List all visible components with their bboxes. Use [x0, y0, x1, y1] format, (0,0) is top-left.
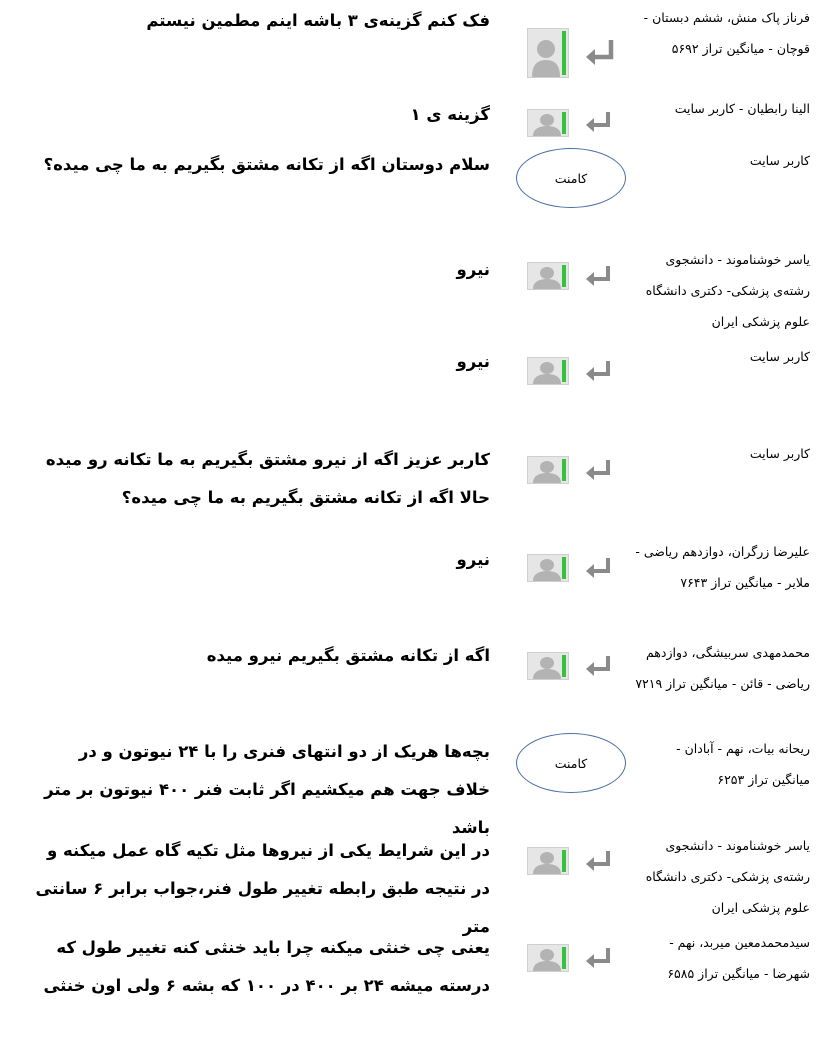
user-silhouette-icon [531, 848, 563, 874]
comment-text: نیرو [456, 352, 490, 371]
author-info: یاسر خوشناموند - دانشجوی رشته‌ی پزشکی- دکتری دانشگاه علوم پزشکی ایران [645, 252, 810, 329]
user-silhouette-icon [531, 457, 563, 483]
avatar [527, 847, 569, 875]
avatar [527, 554, 569, 582]
comment-text: اگه از تکانه مشتق بگیریم نیرو میده [206, 646, 490, 665]
user-silhouette-icon [531, 945, 563, 971]
user-silhouette-icon [531, 263, 563, 289]
avatar [527, 944, 569, 972]
user-silhouette-icon [531, 31, 561, 77]
reply-icon[interactable] [583, 849, 613, 873]
reply-icon[interactable] [583, 264, 613, 288]
author-info: سیدمحمدمعین میربد، نهم - شهرضا - میانگین تراز ۶۵۸۵ [667, 935, 810, 981]
reply-icon[interactable] [583, 359, 613, 383]
author-info: کاربر سایت [749, 446, 810, 461]
comment-button[interactable]: کامنت [516, 733, 626, 793]
user-silhouette-icon [531, 555, 563, 581]
comment-text: فک کنم گزینه‌ی ۳ باشه اینم مطمین نیستم [146, 11, 490, 30]
comment-text: در این شرایط یکی از نیروها مثل تکیه گاه عمل میکنه و در نتیجه طبق رابطه تغییر طول فنر،جواب برابر ۶ سانتی متر [35, 841, 490, 936]
avatar [527, 28, 569, 78]
avatar [527, 262, 569, 290]
avatar [527, 456, 569, 484]
author-info: محمدمهدی سربیشگی، دوازدهم ریاضی - قائن - میانگین تراز ۷۲۱۹ [635, 645, 810, 691]
author-info: علیرضا زرگران، دوازدهم ریاضی - ملایر - میانگین تراز ۷۶۴۳ [635, 544, 810, 590]
comment-text: نیرو [456, 260, 490, 279]
avatar [527, 109, 569, 137]
comment-text: یعنی چی خنثی میکنه چرا باید خنثی کنه تغییر طول که درسته میشه ۲۴ بر ۴۰۰ در ۱۰۰ که بشه ۶ ولی اون خنثی [43, 938, 490, 995]
author-info: کاربر سایت [749, 349, 810, 364]
reply-icon[interactable] [583, 110, 613, 134]
reply-icon[interactable] [583, 654, 613, 678]
reply-icon[interactable] [583, 458, 613, 482]
comment-text: کاربر عزیز اگه از نیرو مشتق بگیریم به ما تکانه رو میده حالا اگه از تکانه مشتق بگیریم به ما چی میده؟ [45, 450, 490, 507]
comment-text: سلام دوستان اگه از تکانه مشتق بگیریم به ما چی میده؟ [43, 155, 490, 174]
comment-text: نیرو [456, 550, 490, 569]
user-silhouette-icon [531, 653, 563, 679]
reply-icon[interactable] [583, 556, 613, 580]
author-info: الینا رابطیان - کاربر سایت [674, 101, 810, 116]
author-info: کاربر سایت [749, 153, 810, 168]
comment-text: گزینه ی ۱ [410, 105, 490, 124]
comment-text: بچه‌ها هریک از دو انتهای فنری را با ۲۴ نیوتون و در خلاف جهت هم میکشیم اگر ثابت فنر ۴۰۰ نیوتون بر متر باشد [44, 742, 490, 837]
author-info: یاسر خوشناموند - دانشجوی رشته‌ی پزشکی- دکتری دانشگاه علوم پزشکی ایران [645, 838, 810, 915]
reply-icon[interactable] [583, 946, 613, 970]
author-info: ریحانه بیات، نهم - آبادان - میانگین تراز ۶۲۵۳ [676, 741, 810, 787]
comment-button[interactable]: کامنت [516, 148, 626, 208]
user-silhouette-icon [531, 358, 563, 384]
author-info: فرناز پاک منش، ششم دبستان - قوچان - میانگین تراز ۵۶۹۲ [643, 10, 810, 56]
reply-icon[interactable] [583, 38, 617, 68]
user-silhouette-icon [531, 110, 563, 136]
avatar [527, 357, 569, 385]
avatar [527, 652, 569, 680]
